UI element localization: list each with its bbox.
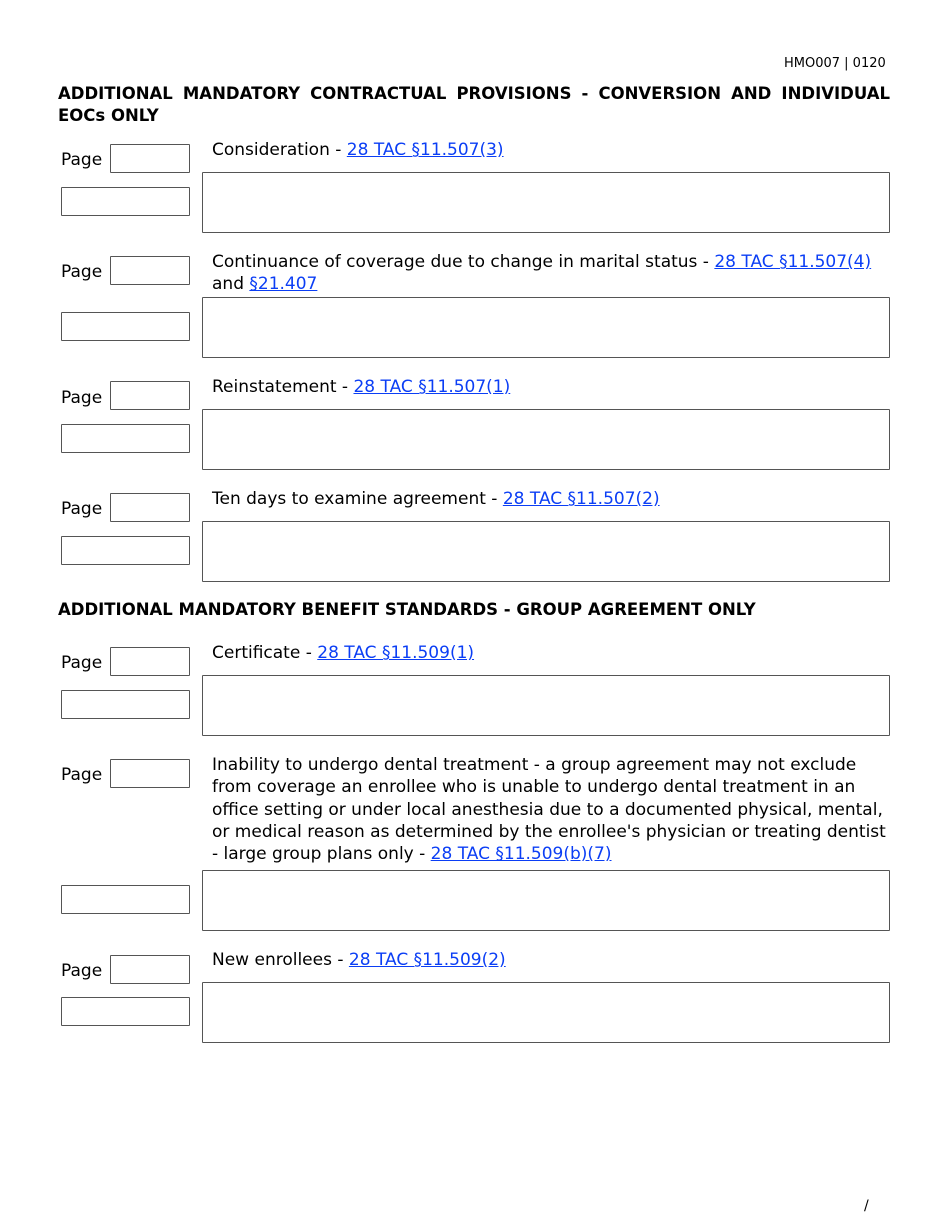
page-label: Page (61, 765, 103, 785)
form-code: HMO007 | 0120 (784, 56, 886, 71)
page-number-input[interactable] (110, 759, 190, 788)
section-heading-contractual: ADDITIONAL MANDATORY CONTRACTUAL PROVISIONS - CONVERSION AND INDIVIDUAL EOCs ONLY (58, 84, 890, 125)
rule-link[interactable]: 28 TAC §11.509(2) (348, 950, 506, 970)
rule-link[interactable]: 28 TAC §11.507(4) (714, 252, 872, 272)
response-box[interactable] (202, 297, 890, 358)
section-heading-benefit-standards: ADDITIONAL MANDATORY BENEFIT STANDARDS - GROUP AGREEMENT ONLY (58, 600, 756, 619)
page-label: Page (61, 653, 103, 673)
requirement-text: Continuance of coverage due to change in marital status - 28 TAC §11.507(4) and §21.407 (212, 252, 872, 295)
response-box[interactable] (202, 870, 890, 931)
rule-link[interactable]: 28 TAC §11.509(1) (317, 643, 475, 663)
page-number-input[interactable] (110, 647, 190, 676)
response-box[interactable] (202, 675, 890, 736)
rule-link[interactable]: 28 TAC §11.507(2) (502, 489, 660, 509)
side-input[interactable] (61, 424, 190, 453)
response-box[interactable] (202, 982, 890, 1043)
side-input[interactable] (61, 885, 190, 914)
rule-link[interactable]: 28 TAC §11.507(1) (353, 377, 511, 397)
page-number-input[interactable] (110, 955, 190, 984)
response-box[interactable] (202, 172, 890, 233)
side-input[interactable] (61, 690, 190, 719)
side-input[interactable] (61, 997, 190, 1026)
side-input[interactable] (61, 187, 190, 216)
requirement-text: Certificate - 28 TAC §11.509(1) (212, 643, 475, 663)
page-label: Page (61, 961, 103, 981)
rule-link[interactable]: 28 TAC §11.507(3) (346, 140, 504, 160)
page-number-input[interactable] (110, 144, 190, 173)
side-input[interactable] (61, 312, 190, 341)
side-input[interactable] (61, 536, 190, 565)
page-label: Page (61, 262, 103, 282)
page-number-input[interactable] (110, 381, 190, 410)
page-number-input[interactable] (110, 493, 190, 522)
rule-link[interactable]: 28 TAC §11.509(b)(7) (430, 844, 612, 865)
requirement-text: Ten days to examine agreement - 28 TAC §11.507(2) (212, 489, 660, 509)
requirement-text: Consideration - 28 TAC §11.507(3) (212, 140, 504, 160)
rule-link-secondary[interactable]: §21.407 (249, 274, 318, 295)
footer-mark: / (864, 1198, 869, 1214)
requirement-text: New enrollees - 28 TAC §11.509(2) (212, 950, 506, 970)
page-number-input[interactable] (110, 256, 190, 285)
response-box[interactable] (202, 521, 890, 582)
page-label: Page (61, 388, 103, 408)
page-label: Page (61, 150, 103, 170)
response-box[interactable] (202, 409, 890, 470)
page-label: Page (61, 499, 103, 519)
requirement-text: Reinstatement - 28 TAC §11.507(1) (212, 377, 511, 397)
requirement-text: Inability to undergo dental treatment - a group agreement may not exclude from coverage an enrollee who is unable to undergo dental treatment in an office setting or under local anesthesia due to a documented physical, mental, or medical reason as determined by the enrollee's physician or treating dentist - large group plans only - 28 TAC §11.509(b)(7) (212, 755, 886, 865)
